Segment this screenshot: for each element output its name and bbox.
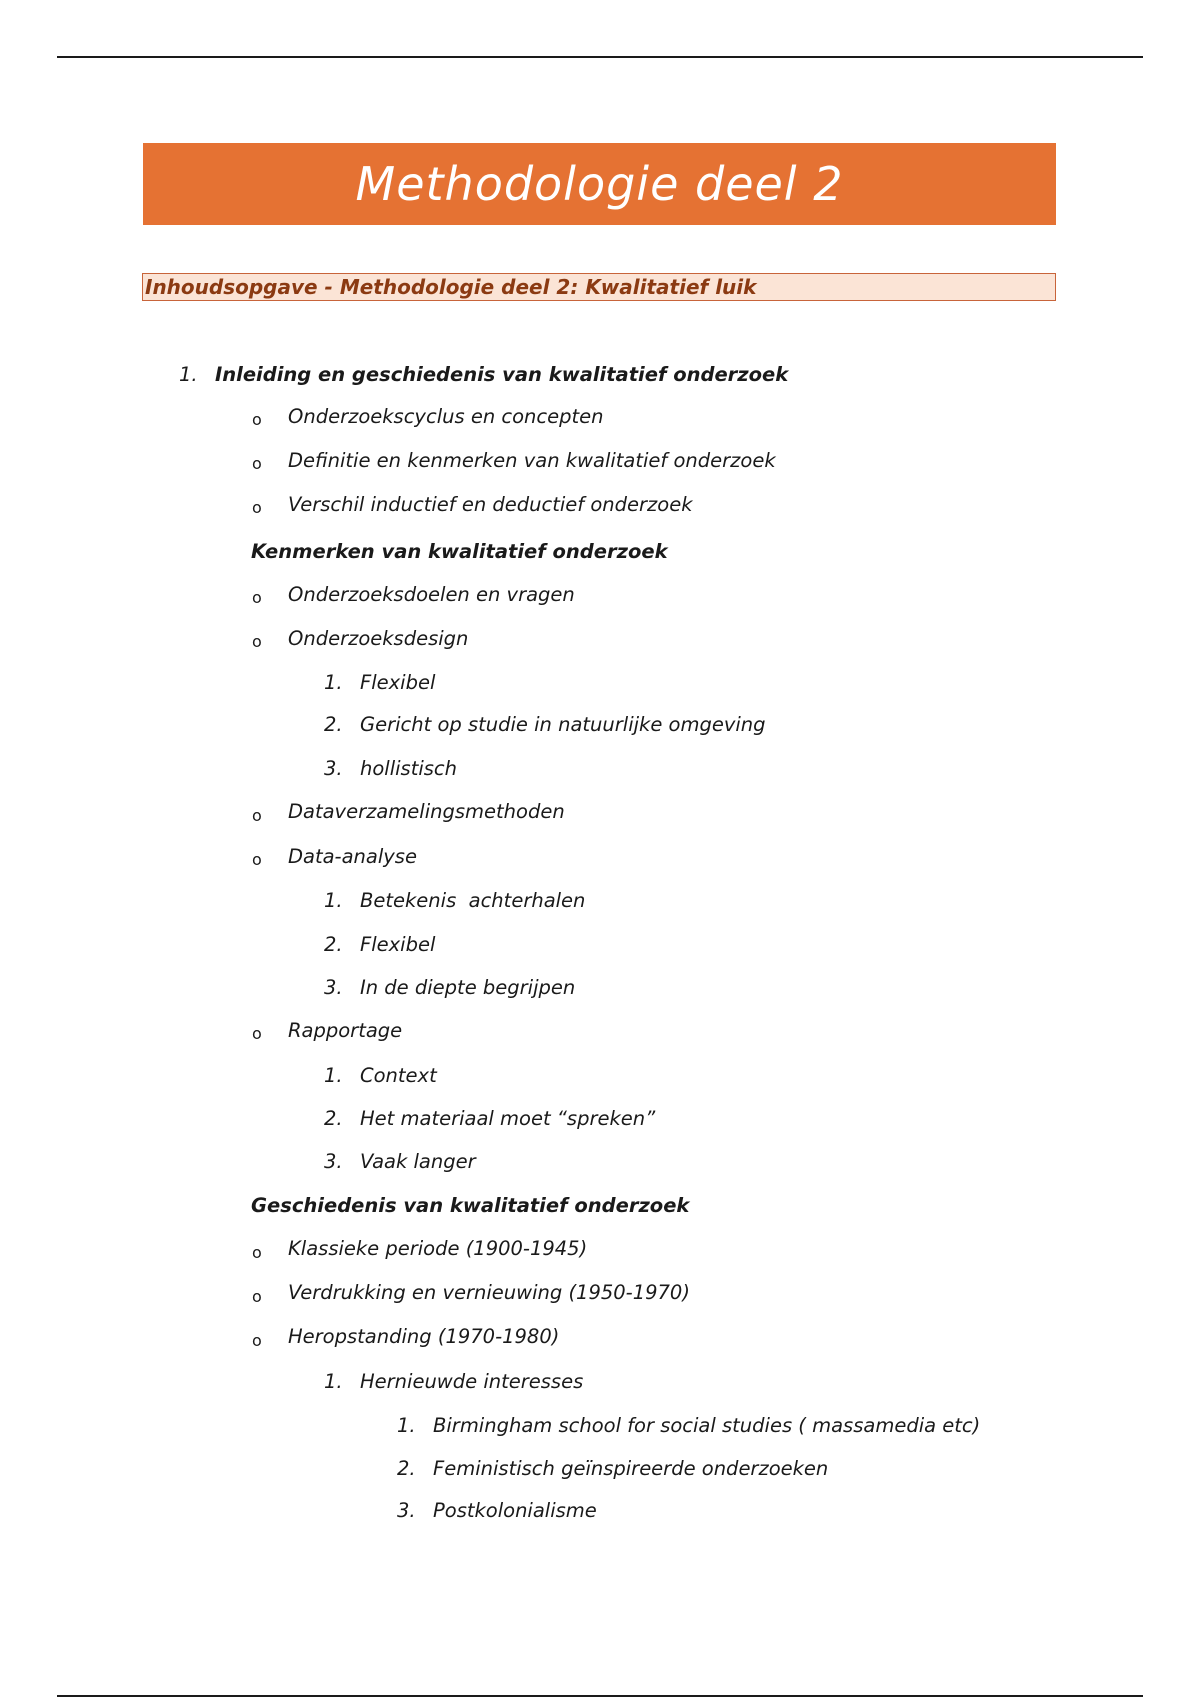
sub-number: 2. [324,933,343,956]
sub-number: 1. [324,889,343,912]
list-item: Verdrukking en vernieuwing (1950-1970) [288,1281,690,1304]
sub-sub-item: Feministisch geïnspireerde onderzoeken [433,1457,829,1480]
bullet-marker: o [252,588,262,607]
sub-item: In de diepte begrijpen [360,976,576,999]
bullet-marker: o [252,1287,262,1306]
bullet-marker: o [252,850,262,869]
sub-number: 2. [324,1107,343,1130]
sub-sub-item: Birmingham school for social studies ( massamedia etc) [433,1414,981,1437]
sub-item: Flexibel [360,671,436,694]
sub-number: 3. [324,976,343,999]
subsection-heading: Geschiedenis van kwalitatief onderzoek [251,1194,690,1217]
sub-sub-item: Postkolonialisme [433,1499,597,1522]
sub-item: Hernieuwde interesses [360,1370,584,1393]
sub-item: Het materiaal moet “spreken” [360,1107,656,1130]
toc-heading: Inhoudsopgave - Methodologie deel 2: Kwalitatief luik [145,275,757,299]
bullet-marker: o [252,498,262,517]
sub-sub-number: 3. [397,1499,416,1522]
page-title: Methodologie deel 2 [355,157,844,211]
bottom-rule [57,1695,1143,1697]
sub-item: hollistisch [360,757,458,780]
bullet-marker: o [252,1024,262,1043]
sub-item: Vaak langer [360,1150,476,1173]
list-item: Klassieke periode (1900-1945) [288,1237,588,1260]
sub-item: Betekenis achterhalen [360,889,586,912]
bullet-marker: o [252,806,262,825]
sub-item: Context [360,1064,437,1087]
section-number: 1. [179,363,198,386]
top-rule [57,56,1143,58]
subsection-heading: Kenmerken van kwalitatief onderzoek [251,540,668,563]
list-item: Definitie en kenmerken van kwalitatief onderzoek [288,449,776,472]
sub-number: 1. [324,1064,343,1087]
bullet-marker: o [252,454,262,473]
list-item: Heropstanding (1970-1980) [288,1325,560,1348]
sub-sub-number: 2. [397,1457,416,1480]
sub-number: 2. [324,713,343,736]
list-item: Verschil inductief en deductief onderzoek [288,493,693,516]
list-item: Data-analyse [288,845,417,868]
title-banner [143,143,1056,225]
toc-heading-box [142,273,1056,301]
list-item: Onderzoekscyclus en concepten [288,405,604,428]
list-item: Dataverzamelingsmethoden [288,800,565,823]
sub-number: 3. [324,757,343,780]
bullet-marker: o [252,1243,262,1262]
bullet-marker: o [252,632,262,651]
sub-number: 1. [324,671,343,694]
list-item: Onderzoeksdoelen en vragen [288,583,575,606]
list-item: Rapportage [288,1019,403,1042]
sub-item: Flexibel [360,933,436,956]
section-heading: Inleiding en geschiedenis van kwalitatief onderzoek [215,363,789,386]
bullet-marker: o [252,410,262,429]
sub-number: 1. [324,1370,343,1393]
sub-item: Gericht op studie in natuurlijke omgeving [360,713,766,736]
sub-sub-number: 1. [397,1414,416,1437]
bullet-marker: o [252,1331,262,1350]
list-item: Onderzoeksdesign [288,627,469,650]
sub-number: 3. [324,1150,343,1173]
